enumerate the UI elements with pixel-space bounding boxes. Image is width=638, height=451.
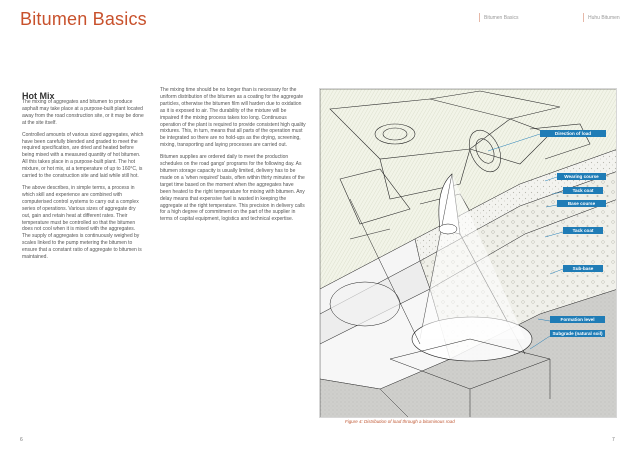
header-separator (583, 13, 584, 22)
paragraph: The mixing of aggregates and bitumen to produce asphalt may take place at a purpose-built plant located away from the road construction site, or it may be done at the site itself. (22, 99, 144, 126)
page-title: Bitumen Basics (20, 9, 147, 29)
label-sub-base: Sub-base (563, 265, 603, 272)
page-number-left: 6 (20, 437, 23, 443)
label-base-course: Base course (557, 200, 606, 207)
label-subgrade: Subgrade (natural soil) (550, 330, 605, 337)
figure-caption: Figure 4: Distribution of load through a bituminous road (345, 419, 455, 424)
road-layers-illustration (320, 89, 617, 418)
paragraph: Bitumen supplies are ordered daily to meet the production schedules on the road gangs' programs for the following day. As bitumen storage capacity is usually limited, delivery has to be made on a 'when required' basis, often within thirty minutes of the target time based on the moment when the aggregates have been heated to the right temperature for mixing with bitumen. Any delay means that expensive fuel is wasted in keeping the aggregate at the right temperature. This precision in delivery calls for a high degree of commitment on the part of the supplier in terms of capital equipment, logistics and technical expertise. (160, 154, 305, 223)
section-heading: Hot Mix (22, 91, 55, 101)
header-separator (479, 13, 480, 22)
running-header-left: Bitumen Basics (484, 15, 519, 21)
page-number-right: 7 (612, 437, 615, 443)
paragraph: The mixing time should be no longer than is necessary for the uniform distribution of the bitumen as a coating for the aggregate particles, otherwise the bitumen film will harden due to oxidation as it is exposed to air. The durability of the mixture will be impaired if the mixing process takes too long. Continuous operation of the plant is required to provide consistent high quality mixtures. This, in turn, means that all parts of the operation must be integrated so there are no hold-ups as the drying, screening, mixing, transporting and laying processes are carried out. (160, 87, 306, 149)
label-tack-coat-upper: Tack coat (563, 187, 603, 194)
label-wearing-course: Wearing course (557, 173, 606, 180)
label-direction-of-load: Direction of load (540, 130, 606, 137)
paragraph: The above describes, in simple terms, a process in which skill and experience are combined with computerised control systems to carry out a complex series of operations. Various sizes of aggregate dry out, gain and retain heat at different rates. Their temperature must be controlled so that the bitumen does not cool when it is mixed with the aggregates. The supply of aggregates is continuously weighed by scales linked to the pump metering the bitumen to ensure that a constant ratio of aggregate to bitumen is maintained. (22, 184, 142, 261)
paragraph: Controlled amounts of various sized aggregates, which have been carefully blended and graded to meet the required specification, are dried and heated before being mixed with a measured quantity of hot bitumen. All this takes place in a purpose-built plant. The hot mixture, or hot mix, at a temperature of up to 160°C, is carried to the construction site and laid while still hot. (22, 131, 144, 180)
label-formation-level: Formation level (550, 316, 605, 323)
text-column-middle (160, 87, 306, 228)
text-column-left (22, 99, 144, 266)
road-cross-section-figure (319, 88, 617, 418)
label-tack-coat-lower: Tack coat (563, 227, 603, 234)
running-header-right: Huhu Bitumen (588, 15, 620, 21)
